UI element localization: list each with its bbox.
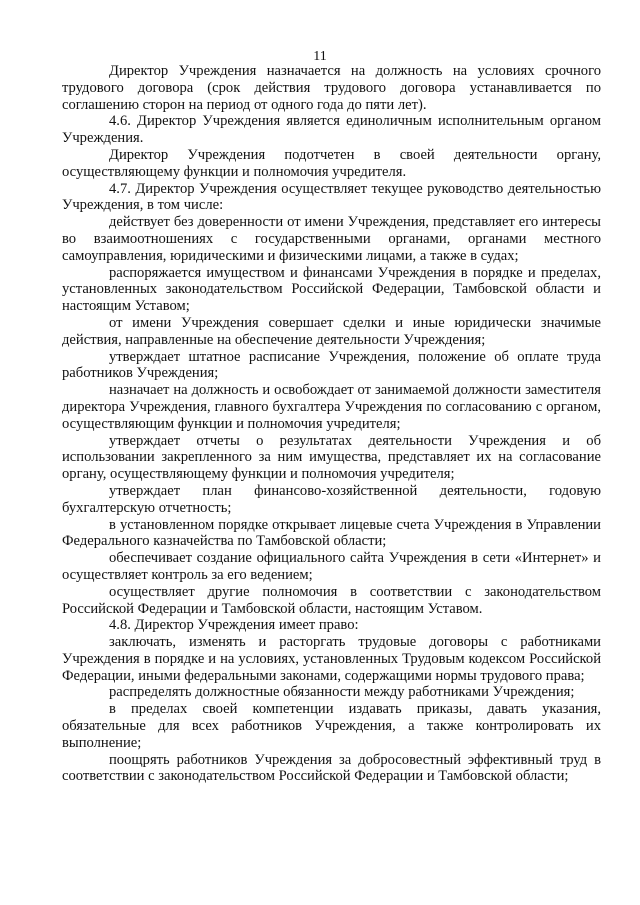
- list-item: утверждает план финансово-хозяйственной деятельности, годовую бухгалтерскую отчетность;: [62, 482, 601, 516]
- list-item: осуществляет другие полномочия в соответствии с законодательством Российской Федерации и Тамбовской области, настоящим Уставом.: [62, 583, 601, 617]
- list-item: назначает на должность и освобождает от занимаемой должности заместителя директора Учреждения, главного бухгалтера Учреждения по согласованию с органом, осуществляющим функции и полномочия учредителя;: [62, 382, 601, 432]
- list-item: обеспечивает создание официального сайта Учреждения в сети «Интернет» и осуществляет контроль за его ведением;: [62, 550, 601, 583]
- paragraph-director-appointment: Директор Учреждения назначается на должность на условиях срочного трудового договора (срок действия трудового договора устанавливается по соглашению сторон на период от одного года до пяти лет).: [62, 63, 601, 113]
- list-item: в пределах своей компетенции издавать приказы, давать указания, обязательные для всех работников Учреждения, а также контролировать их выполнение;: [62, 701, 601, 751]
- page-number: 11: [313, 49, 327, 64]
- list-item: распоряжается имуществом и финансами Учреждения в порядке и пределах, установленных законодательством Российской Федерации, Тамбовской области и настоящим Уставом;: [62, 264, 601, 315]
- document-body: [62, 63, 601, 785]
- paragraph-4-8: 4.8. Директор Учреждения имеет право:: [109, 617, 359, 634]
- paragraph-4-6: 4.6. Директор Учреждения является единоличным исполнительным органом Учреждения.: [62, 113, 601, 147]
- list-item: действует без доверенности от имени Учреждения, представляет его интересы во взаимоотношениях с государственными органами, органами местного самоуправления, юридическими и физическими лицами, а также в судах;: [62, 214, 601, 264]
- paragraph-accountability: Директор Учреждения подотчетен в своей деятельности органу, осуществляющему функции и полномочия учредителя.: [62, 146, 601, 180]
- list-item: в установленном порядке открывает лицевые счета Учреждения в Управлении Федерального казначейства по Тамбовской области;: [62, 516, 601, 550]
- list-item: от имени Учреждения совершает сделки и иные юридически значимые действия, направленные на обеспечение деятельности Учреждения;: [62, 314, 601, 348]
- list-item: утверждает отчеты о результатах деятельности Учреждения и об использовании закрепленного за ним имущества, представляет их на согласование органу, осуществляющему функции и полномочия учредителя;: [62, 432, 601, 483]
- list-item: поощрять работников Учреждения за добросовестный эффективный труд в соответствии с законодательством Российской Федерации и Тамбовской области;: [62, 751, 601, 785]
- list-item: утверждает штатное расписание Учреждения, положение об оплате труда работников Учреждения;: [62, 348, 601, 382]
- paragraph-4-7: 4.7. Директор Учреждения осуществляет текущее руководство деятельностью Учреждения, в том числе:: [62, 180, 601, 214]
- list-item: распределять должностные обязанности между работниками Учреждения;: [109, 684, 575, 701]
- list-item: заключать, изменять и расторгать трудовые договоры с работниками Учреждения в порядке и на условиях, установленных Трудовым кодексом Российской Федерации, иными федеральными законами, содержащими нормы трудового права;: [62, 634, 601, 684]
